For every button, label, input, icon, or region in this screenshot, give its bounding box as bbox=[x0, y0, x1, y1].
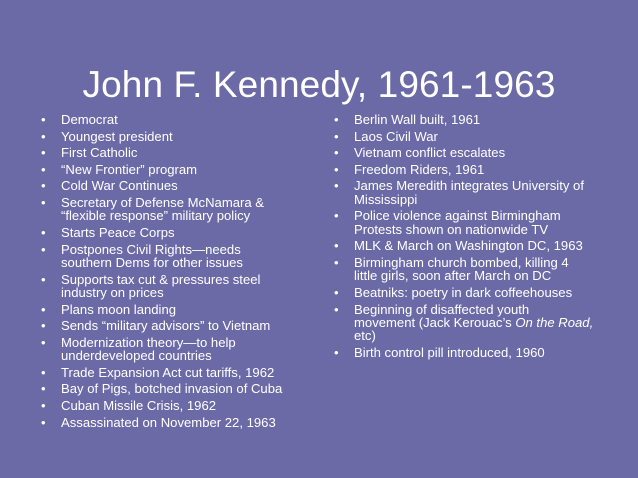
bullet-item: • Freedom Riders, 1961 bbox=[332, 163, 612, 176]
bullet-item: • Sends “military advisors” to Vietnam bbox=[39, 319, 311, 332]
bullet-item: • Postpones Civil Rights—needs southern Dems for other issues bbox=[39, 243, 311, 270]
bullet-item: • Modernization theory—to help underdeveloped countries bbox=[39, 336, 311, 363]
bullet-item: • MLK & March on Washington DC, 1963 bbox=[332, 239, 612, 252]
bullet-item: • Vietnam conflict escalates bbox=[332, 146, 612, 159]
right-bullet-list bbox=[332, 113, 612, 363]
bullet-item: • Birth control pill introduced, 1960 bbox=[332, 346, 612, 359]
bullet-item: • First Catholic bbox=[39, 146, 311, 159]
left-bullet-list bbox=[39, 113, 311, 432]
slide-title: John F. Kennedy, 1961-1963 bbox=[82, 63, 556, 105]
bullet-item: • Secretary of Defense McNamara & “flexible response” military policy bbox=[39, 196, 311, 223]
bullet-item: • Laos Civil War bbox=[332, 130, 612, 143]
book-title: On the Road, bbox=[515, 314, 594, 330]
bullet-item: • Democrat bbox=[39, 113, 311, 126]
bullet-item: • Assassinated on November 22, 1963 bbox=[39, 416, 311, 429]
bullet-item: • Beginning of disaffected youth movement (Jack Kerouac’s On the Road, etc) bbox=[332, 303, 612, 343]
bullet-item: • Bay of Pigs, botched invasion of Cuba bbox=[39, 382, 311, 395]
bullet-item: • “New Frontier” program bbox=[39, 163, 311, 176]
bullet-item: • Police violence against Birmingham Protests shown on nationwide TV bbox=[332, 209, 612, 236]
bullet-item: • Cuban Missile Crisis, 1962 bbox=[39, 399, 311, 412]
bullet-item: • Plans moon landing bbox=[39, 303, 311, 316]
bullet-item: • Supports tax cut & pressures steel industry on prices bbox=[39, 273, 311, 300]
bullet-item: • James Meredith integrates University of Mississippi bbox=[332, 179, 612, 206]
bullet-item: • Birmingham church bombed, killing 4 little girls, soon after March on DC bbox=[332, 256, 612, 283]
bullet-item: • Starts Peace Corps bbox=[39, 226, 311, 239]
bullet-item: • Beatniks: poetry in dark coffeehouses bbox=[332, 286, 612, 299]
bullet-item: • Trade Expansion Act cut tariffs, 1962 bbox=[39, 366, 311, 379]
bullet-item: • Youngest president bbox=[39, 130, 311, 143]
bullet-item: • Berlin Wall built, 1961 bbox=[332, 113, 612, 126]
bullet-item: • Cold War Continues bbox=[39, 179, 311, 192]
